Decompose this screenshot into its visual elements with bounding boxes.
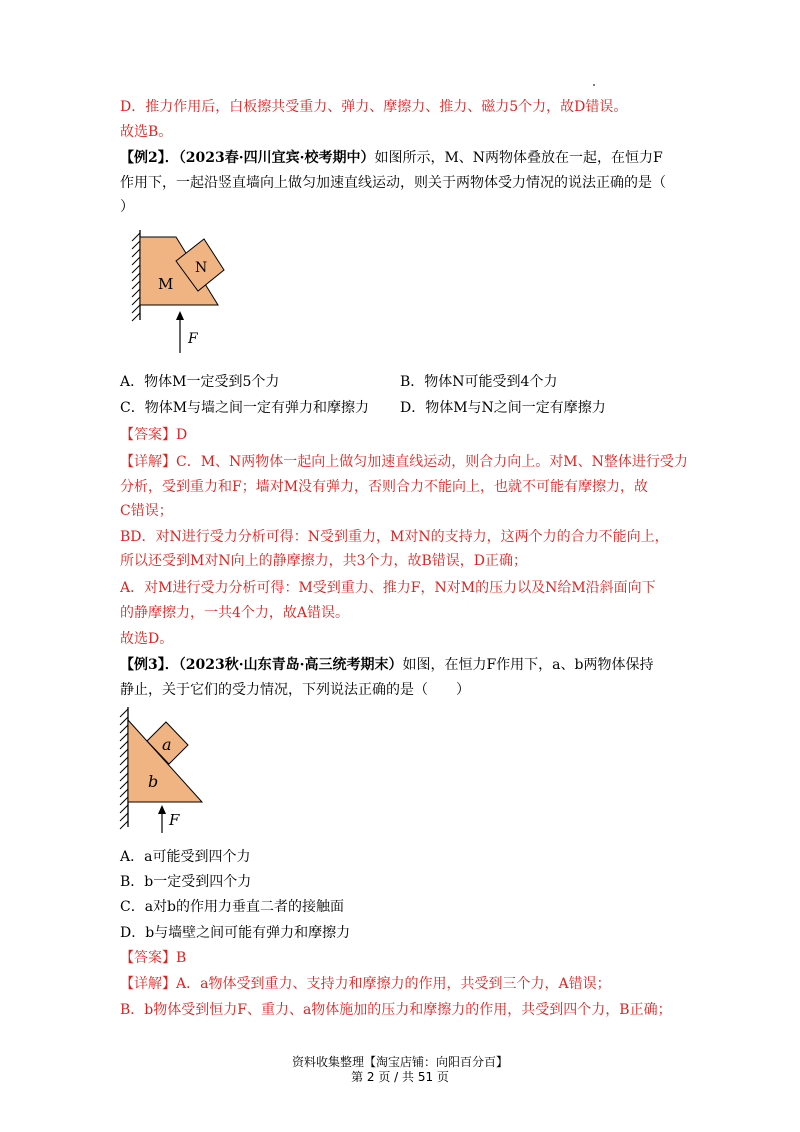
example3-option-a: A．a可能受到四个力: [120, 849, 251, 865]
example3-stem-line1: [120, 654, 690, 676]
example2-option-b: B．物体N可能受到4个力: [400, 374, 558, 390]
label-b: b: [148, 772, 159, 791]
example2-explanation-line: 的静摩擦力，一共4个力，故A错误。: [120, 605, 350, 621]
example2-tag: 【例2】．: [120, 150, 179, 166]
example2-explanation-line: 故选D。: [120, 631, 174, 647]
example3-source: （2023秋·山东青岛·高三统考期末）: [178, 657, 403, 673]
example2-option-d: D．物体M与N之间一定有摩擦力: [400, 400, 606, 416]
label-n: N: [195, 260, 208, 276]
label-f: F: [169, 811, 180, 829]
example3-explanation-line: B．b物体受到恒力F、重力、a物体施加的压力和摩擦力的作用，共受到四个力，B正确；: [120, 1002, 672, 1018]
prev-solution-conclusion: 故选B。: [120, 124, 173, 140]
example3-option-d: D．b与墙壁之间可能有弹力和摩擦力: [120, 925, 351, 941]
wall-hatching: [120, 707, 128, 829]
footer-source: 资料收集整理【淘宝店铺：向阳百分百】: [291, 1055, 508, 1069]
example2-stem-line1: [120, 147, 690, 169]
example2-explanation-line: 【详解】C．M、N两物体一起向上做匀加速直线运动，则合力向上。对M、N整体进行受力: [120, 454, 688, 470]
example3-option-b: B．b一定受到四个力: [120, 874, 252, 890]
example2-explanation-line: C错误；: [120, 503, 173, 519]
label-m: M: [158, 275, 174, 293]
example2-explanation-line: BD．对N进行受力分析可得：N受到重力，M对N的支持力，这两个力的合力不能向上，: [120, 529, 669, 545]
example2-answer: 【答案】D: [120, 427, 188, 443]
label-a: a: [162, 735, 172, 754]
example3-stem-line2: 静止，关于它们的受力情况，下列说法正确的是（ ）: [120, 682, 470, 698]
example3-explanation-line: 【详解】A．a物体受到重力、支持力和摩擦力的作用，共受到三个力，A错误；: [120, 976, 611, 992]
example2-explanation-line: 分析，受到重力和F；墙对M没有弹力，否则合力不能向上，也就不可能有摩擦力，故: [120, 479, 649, 495]
footer-page-number: 第 2 页 / 共 51 页: [351, 1070, 449, 1084]
force-arrow-f: [158, 805, 166, 833]
example3-answer: 【答案】B: [120, 950, 187, 966]
force-arrow-f: [176, 311, 184, 353]
example2-explanation-line: 所以还受到M对N向上的静摩擦力，共3个力，故B错误，D正确；: [120, 553, 528, 569]
example3-tag: 【例3】．: [120, 657, 179, 673]
example2-explanation-line: A．对M进行受力分析可得：M受到重力、推力F，N对M的压力以及N给M沿斜面向下: [120, 580, 656, 596]
example3-figure: [116, 705, 216, 835]
example2-source: （2023春·四川宜宾·校考期中）: [178, 150, 375, 166]
example3-stem-text1: 如图，在恒力F作用下，a、b两物体保持: [402, 657, 654, 673]
label-f: F: [188, 331, 198, 347]
example2-stem-line2: 作用下，一起沿竖直墙向上做匀加速直线运动，则关于两物体受力情况的说法正确的是（: [120, 175, 666, 191]
example2-stem-text1: 如图所示，M、N两物体叠放在一起，在恒力F: [374, 150, 663, 166]
example2-figure: [118, 225, 228, 360]
prev-solution-line-d: D．推力作用后，白板擦共受重力、弹力、摩擦力、推力、磁力5个力，故D错误。: [120, 99, 628, 115]
wall-hatching: [132, 230, 140, 321]
stray-dot: [593, 84, 595, 86]
example2-option-a: A．物体M一定受到5个力: [120, 374, 280, 390]
example2-option-c: C．物体M与墙之间一定有弹力和摩擦力: [120, 400, 370, 416]
example3-option-c: C．a对b的作用力垂直二者的接触面: [120, 899, 345, 915]
example2-stem-line3: ）: [120, 199, 134, 215]
